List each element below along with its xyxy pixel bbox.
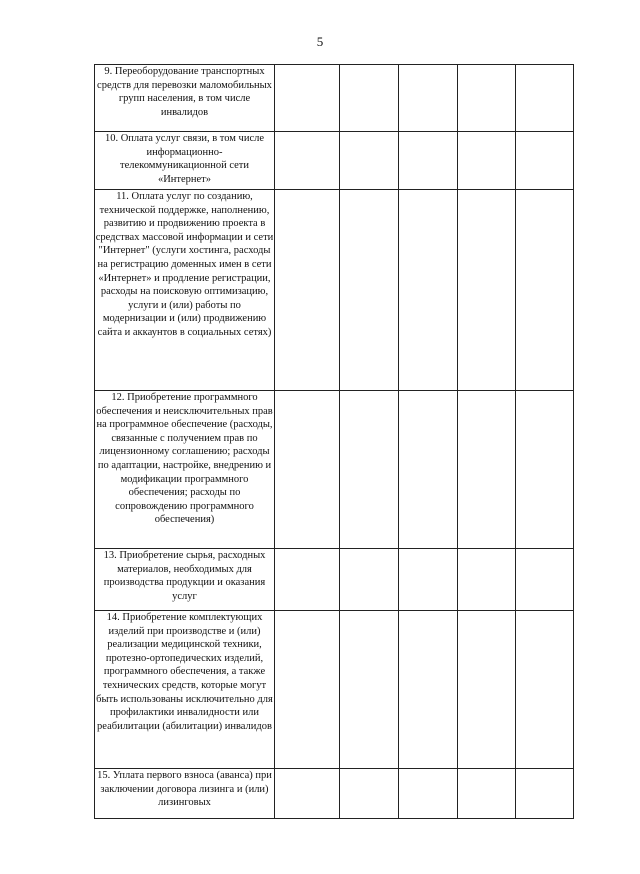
table-row	[95, 391, 574, 549]
table-cell	[516, 65, 574, 132]
table-cell	[275, 391, 340, 549]
table-cell	[275, 65, 340, 132]
page-number: 5	[316, 34, 324, 49]
table-cell	[275, 132, 340, 190]
table-cell	[399, 65, 458, 132]
table-cell	[275, 549, 340, 611]
table-cell	[340, 132, 399, 190]
table-row	[95, 132, 574, 190]
expense-item-description: 15. Уплата первого взноса (аванса) при заключении договора лизинга и (или) лизинговых	[95, 769, 275, 819]
table-cell	[516, 132, 574, 190]
expense-item-description: 14. Приобретение комплектующих изделий при производстве и (или) реализации медицинской техники, протезно-ортопедических изделий, программного обеспечения, а также технических средств, которые могут быть использованы исключительно для профилактики инвалидности или реабилитации (абилитации) инвалидов	[95, 611, 275, 769]
table-cell	[399, 132, 458, 190]
expense-item-description: 12. Приобретение программного обеспечения и неисключительных прав на программное обеспечение (расходы, связанные с получением прав по лицензионному соглашению; расходы по адаптации, настройке, внедрению и модификации программного обеспечения; расходы по сопровождению программного обеспечения)	[95, 391, 275, 549]
table-row	[95, 190, 574, 391]
expense-item-description: 11. Оплата услуг по созданию, технической поддержке, наполнению, развитию и продвижению проекта в средствах массовой информации и сети "Интернет" (услуги хостинга, расходы на регистрацию доменных имен в сети «Интернет» и продление регистрации, расходы на поисковую оптимизацию, услуги и (или) работы по модернизации и (или) продвижению сайта и аккаунтов в социальных сетях)	[95, 190, 275, 391]
table-cell	[458, 391, 516, 549]
table-cell	[458, 190, 516, 391]
expense-item-description: 9. Переоборудование транспортных средств для перевозки маломобильных групп населения, в том числе инвалидов	[95, 65, 275, 132]
table-cell	[458, 549, 516, 611]
table-cell	[399, 190, 458, 391]
table-cell	[399, 549, 458, 611]
expense-item-description: 13. Приобретение сырья, расходных материалов, необходимых для производства продукции и оказания услуг	[95, 549, 275, 611]
expense-table	[94, 64, 574, 819]
table-cell	[516, 769, 574, 819]
table-cell	[340, 769, 399, 819]
table-cell	[516, 611, 574, 769]
table-cell	[399, 769, 458, 819]
table-cell	[340, 65, 399, 132]
table-cell	[275, 190, 340, 391]
table-cell	[275, 611, 340, 769]
table-row	[95, 549, 574, 611]
table-cell	[458, 132, 516, 190]
table-cell	[399, 611, 458, 769]
table-cell	[516, 190, 574, 391]
table-cell	[399, 391, 458, 549]
table-cell	[340, 190, 399, 391]
table-cell	[516, 391, 574, 549]
table-cell	[458, 769, 516, 819]
table-cell	[458, 65, 516, 132]
table-row	[95, 65, 574, 132]
table-cell	[340, 549, 399, 611]
table-cell	[458, 611, 516, 769]
table-cell	[340, 611, 399, 769]
table-cell	[275, 769, 340, 819]
table-row	[95, 769, 574, 819]
expense-item-description: 10. Оплата услуг связи, в том числе информационно-телекоммуникационной сети «Интернет»	[95, 132, 275, 190]
table-cell	[516, 549, 574, 611]
table-row	[95, 611, 574, 769]
table-cell	[340, 391, 399, 549]
